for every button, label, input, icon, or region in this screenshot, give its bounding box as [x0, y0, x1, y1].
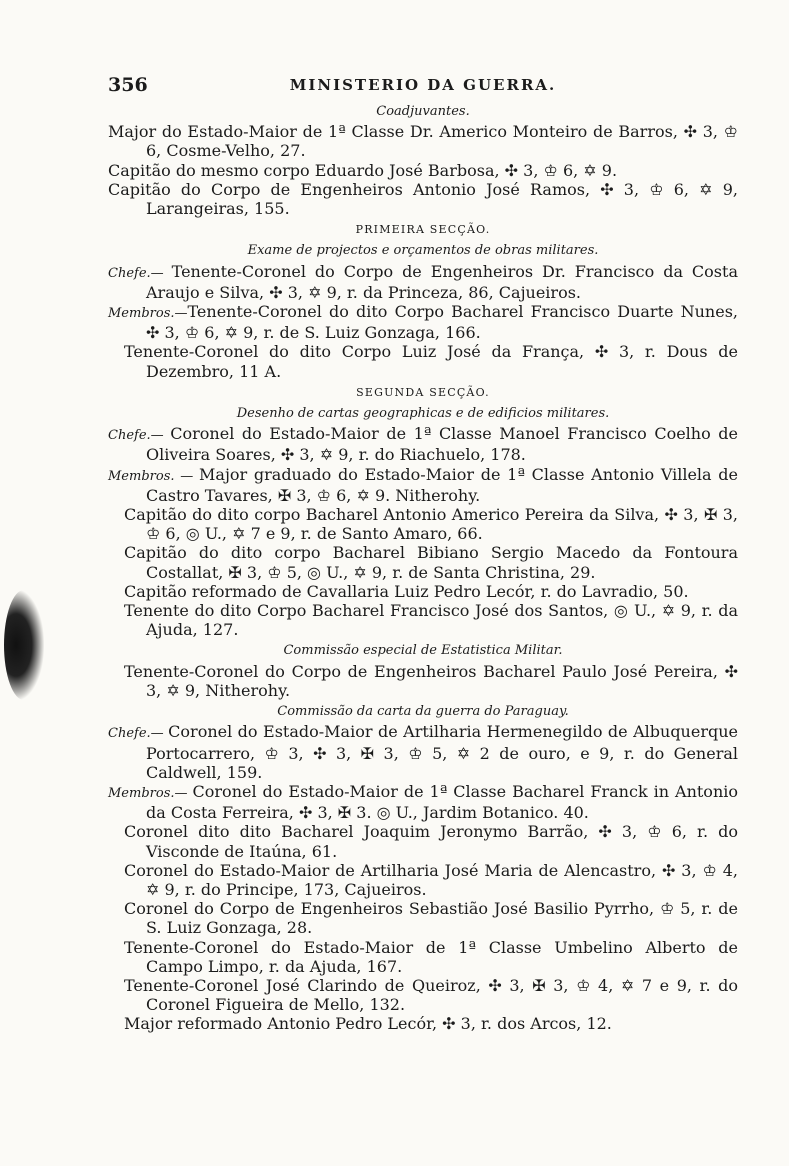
- section-heading: Desenho de cartas geographicas e de edificios militares.: [236, 406, 610, 422]
- entry: Membros.—Tenente-Coronel do dito Corpo Bacharel Francisco Duarte Nunes, ✣ 3, ♔ 6, ✡ 9, r. de S. Luiz Gonzaga, 166.: [108, 302, 738, 343]
- page-content: [108, 100, 738, 1034]
- entry: Capitão do dito corpo Bacharel Bibiano Sergio Macedo da Fontoura Costallat, ✠ 3, ♔ 5, ◎ U., ✡ 9, r. de Santa Christina, 29.: [124, 543, 738, 582]
- entry: Membros.— Coronel do Estado-Maior de 1ª Classe Bacharel Franck in Antonio da Costa Ferreira, ✣ 3, ✠ 3. ◎ U., Jardim Botanico. 40.: [108, 781, 738, 823]
- entry: Chefe.— Coronel do Estado-Maior de Artilharia Hermenegildo de Albuquerque Portocarrero, ♔ 3, ✣ 3, ✠ 3, ♔ 5, ✡ 2 de ouro, e 9, r. do General Caldwell, 159.: [108, 722, 738, 782]
- entry-lead: Membros.—: [108, 785, 193, 801]
- entry: Coronel do Estado-Maior de Artilharia José Maria de Alencastro, ✣ 3, ♔ 4, ✡ 9, r. do Principe, 173, Cajueiros.: [124, 860, 738, 899]
- entry: Chefe.— Coronel do Estado-Maior de 1ª Classe Manoel Francisco Coelho de Oliveira Soares, ✣ 3, ✡ 9, r. do Riachuelo, 178.: [108, 424, 738, 465]
- page-header: [108, 74, 738, 102]
- entry-lead: Chefe.—: [108, 265, 172, 281]
- entry: Membros. — Major graduado do Estado-Maior de 1ª Classe Antonio Villela de Castro Tavares, ✠ 3, ♔ 6, ✡ 9. Nitherohy.: [108, 464, 738, 505]
- heading-coadjuvantes: Coadjuvantes.: [376, 104, 470, 119]
- section-heading: Exame de projectos e orçamentos de obras militares.: [247, 243, 599, 259]
- entry-lead: Chefe.—: [108, 428, 171, 444]
- entry: Tenente do dito Corpo Bacharel Francisco José dos Santos, ◎ U., ✡ 9, r. da Ajuda, 127.: [124, 601, 738, 640]
- page-number: 356: [108, 74, 148, 96]
- entry: Tenente-Coronel do Estado-Maior de 1ª Classe Umbelino Alberto de Campo Limpo, r. da Ajuda, 167.: [124, 937, 738, 976]
- entry: Capitão do Corpo de Engenheiros Antonio José Ramos, ✣ 3, ♔ 6, ✡ 9, Larangeiras, 155.: [108, 179, 738, 219]
- ink-bleed-mark: [4, 590, 44, 700]
- section-title: PRIMEIRA SECÇÃO.: [355, 223, 491, 237]
- entry: Coronel dito dito Bacharel Joaquim Jeronymo Barrão, ✣ 3, ♔ 6, r. do Visconde de Itaúna, 61.: [124, 822, 738, 861]
- entry: Coronel do Corpo de Engenheiros Sebastião José Basilio Pyrrho, ♔ 5, r. de S. Luiz Gonzaga, 28.: [124, 899, 738, 938]
- entry-lead: Membros.—: [108, 306, 188, 322]
- entry: Capitão do mesmo corpo Eduardo José Barbosa, ✣ 3, ♔ 6, ✡ 9.: [108, 160, 618, 180]
- entry: Tenente-Coronel do Corpo de Engenheiros Bacharel Paulo José Pereira, ✣ 3, ✡ 9, Nitherohy.: [124, 661, 738, 700]
- entry-lead: Membros. —: [108, 468, 200, 484]
- entry: Tenente-Coronel do dito Corpo Luiz José da França, ✣ 3, r. Dous de Dezembro, 11 A.: [124, 342, 738, 381]
- entry-lead: Chefe.—: [108, 726, 169, 742]
- entry: Major do Estado-Maior de 1ª Classe Dr. Americo Monteiro de Barros, ✣ 3, ♔ 6, Cosme-Velho, 27.: [108, 122, 738, 161]
- running-title: MINISTERIO DA GUERRA.: [289, 76, 557, 94]
- section-heading: Commissão especial de Estatistica Militar.: [283, 643, 563, 659]
- section-title: SEGUNDA SECÇÃO.: [356, 385, 490, 399]
- entry: Capitão reformado de Cavallaria Luiz Pedro Lecór, r. do Lavradio, 50.: [124, 581, 689, 601]
- entry: Major reformado Antonio Pedro Lecór, ✣ 3, r. dos Arcos, 12.: [124, 1014, 612, 1034]
- entry: Capitão do dito corpo Bacharel Antonio Americo Pereira da Silva, ✣ 3, ✠ 3, ♔ 6, ◎ U., ✡ 7 e 9, r. de Santo Amaro, 66.: [124, 505, 738, 544]
- entry: Tenente-Coronel José Clarindo de Queiroz, ✣ 3, ✠ 3, ♔ 4, ✡ 7 e 9, r. do Coronel Figueira de Mello, 132.: [124, 975, 738, 1015]
- entry: Chefe.— Tenente-Coronel do Corpo de Engenheiros Dr. Francisco da Costa Araujo e Silva, ✣ 3, ✡ 9, r. da Princeza, 86, Cajueiros.: [108, 261, 738, 302]
- section-heading: Commissão da carta da guerra do Paraguay.: [277, 704, 569, 720]
